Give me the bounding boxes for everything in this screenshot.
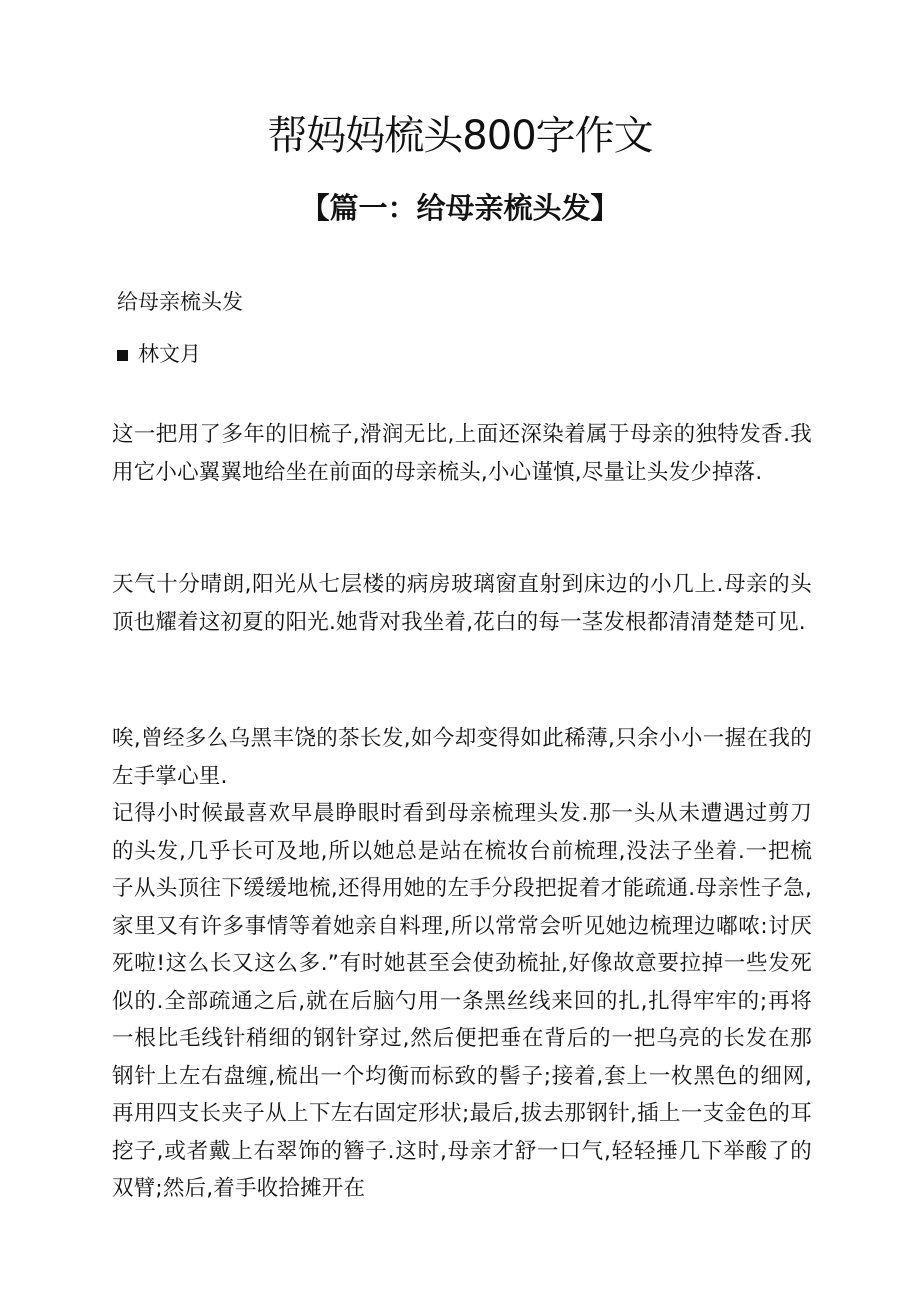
paragraph-2: 天气十分晴朗,阳光从七层楼的病房玻璃窗直射到床边的小几上.母亲的头顶也耀着这初夏的阳光.她背对我坐着,花白的每一茎发根都清清楚楚可见. [112,572,812,635]
paragraph-1: 这一把用了多年的旧梳子,滑润无比,上面还深染着属于母亲的独特发香.我用它小心翼翼地给坐在前面的母亲梳头,小心谨慎,尽量让头发少掉落. [112,422,812,485]
square-bullet-icon [117,350,128,361]
document-subtitle: 【篇一：给母亲梳头发】 [300,191,620,225]
document-title: 帮妈妈梳头800字作文 [267,113,653,159]
paragraph-3: 唉,曾经多么乌黑丰饶的茶长发,如今却变得如此稀薄,只余小小一握在我的左手掌心里. 记得小时候最喜欢早晨睁眼时看到母亲梳理头发.那一头从未遭遇过剪刀的头发,几乎长可及地,所以她总是站在梳妆台前梳理,没法子坐着.一把梳子从头顶往下缓缓地梳,还得用她的左手分段把捉着才能疏通.母亲性子急,家里又有许多事情等着她亲自料理,所以常常会听见她边梳理边嘟哝:讨厌死啦!这么长又这么多.”有时她甚至会使劲梳扯,好像故意要拉掉一些发死似的.全部疏通之后,就在后脑勺用一条黑丝线来回的扎,扎得牢牢的;再将一根比毛线针稍细的钢针穿过,然后便把垂在背后的一把乌亮的长发在那钢针上左右盘缠,梳出一个均衡而标致的髻子;接着,套上一枚黑色的细网,再用四支长夹子从上下左右固定形状;最后,拔去那钢针,插上一支金色的耳挖子,或者戴上右翠饰的簪子.这时,母亲才舒一口气,轻轻捶几下举酸了的双臂;然后,着手收拾摊开在 [112,726,812,1201]
author-line [117,339,201,369]
essay-title: 给母亲梳头发 [117,290,243,314]
author-name: 林文月 [138,342,201,366]
